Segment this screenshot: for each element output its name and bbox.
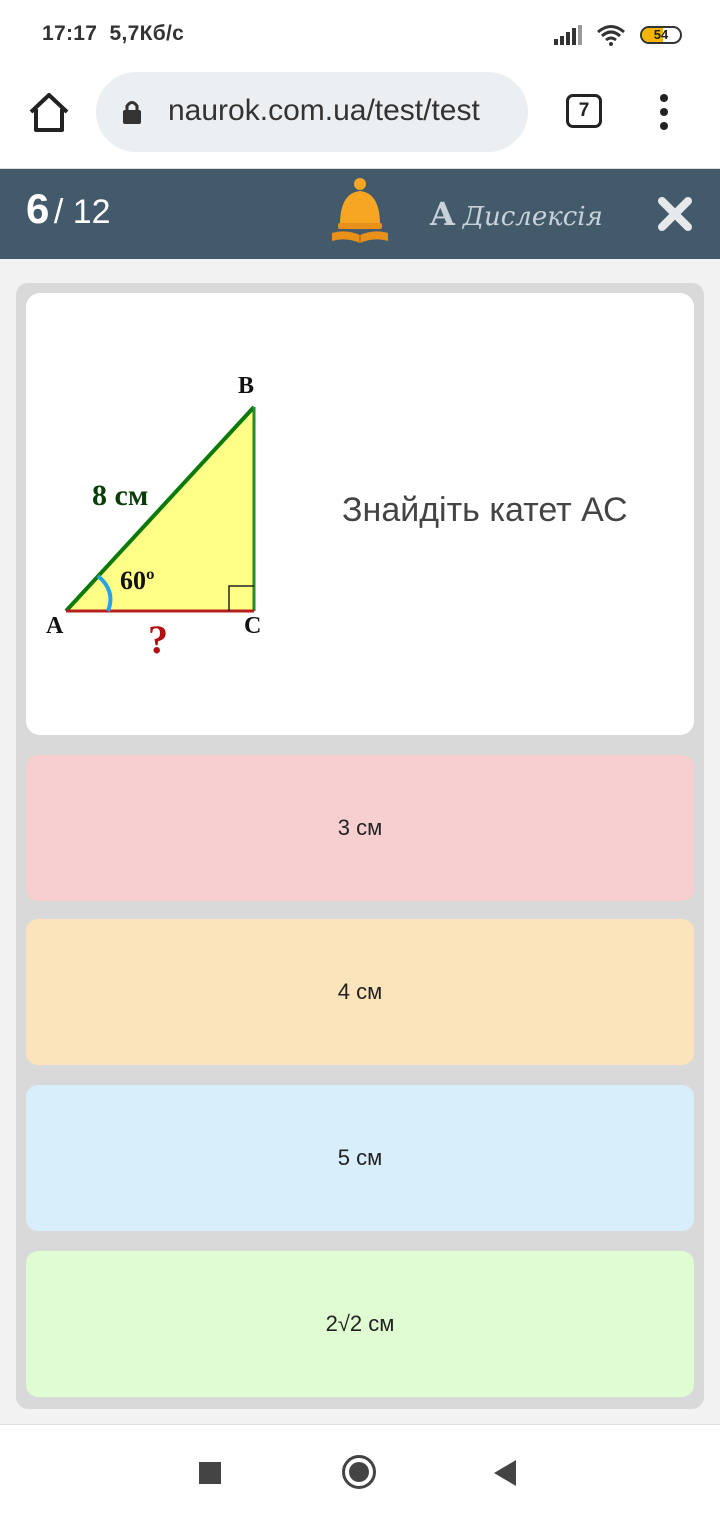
triangle-figure <box>36 369 296 669</box>
signal-icon <box>554 25 582 45</box>
answer-label: 2√2 см <box>325 1311 395 1336</box>
circle-icon[interactable] <box>342 1455 376 1489</box>
square-icon[interactable] <box>199 1462 221 1484</box>
question-text: Знайдіть катет АС <box>342 491 628 529</box>
dyslexia-toggle[interactable] <box>430 195 603 233</box>
status-time: 17:17 5,7Кб/с <box>42 22 185 45</box>
more-vert-icon[interactable] <box>652 92 676 132</box>
lock-icon <box>122 100 142 124</box>
battery-icon <box>640 26 682 44</box>
vertex-b-label: B <box>238 373 255 399</box>
network-speed: 5,7Кб/с <box>109 22 185 45</box>
bell-icon[interactable] <box>330 177 390 249</box>
total-questions: / 12 <box>53 193 111 231</box>
url-text[interactable]: naurok.com.ua/test/test <box>168 94 480 127</box>
address-bar[interactable] <box>96 72 528 152</box>
dyslexia-letter: A <box>430 195 455 233</box>
dyslexia-label: Дислексія <box>462 202 603 232</box>
unknown-side-label: ? <box>148 617 168 662</box>
close-icon[interactable] <box>656 195 694 233</box>
question-panel <box>16 283 704 1409</box>
answer-option-2[interactable] <box>26 919 694 1065</box>
answer-option-3[interactable] <box>26 1085 694 1231</box>
home-icon[interactable] <box>26 90 72 136</box>
answer-label: 3 см <box>337 815 383 840</box>
test-header <box>0 169 720 259</box>
system-nav-bar <box>0 1424 720 1521</box>
tab-switcher-button[interactable]: 7 <box>566 94 602 128</box>
wifi-icon <box>596 24 626 46</box>
battery-level: 54 <box>653 27 669 42</box>
current-question-number: 6 <box>26 185 50 232</box>
vertex-c-label: C <box>244 613 262 639</box>
status-icons <box>554 24 682 46</box>
back-triangle-icon[interactable] <box>494 1460 516 1486</box>
question-card <box>26 293 694 735</box>
angle-label: 60º <box>120 566 155 595</box>
hypotenuse-label: 8 см <box>92 479 149 512</box>
question-counter <box>26 185 111 233</box>
answer-label: 4 см <box>337 979 383 1004</box>
status-bar <box>0 0 720 70</box>
vertex-a-label: A <box>46 613 64 639</box>
answer-option-1[interactable] <box>26 755 694 901</box>
answer-label: 5 см <box>337 1145 383 1170</box>
browser-toolbar <box>0 70 720 169</box>
answer-option-4[interactable] <box>26 1251 694 1397</box>
